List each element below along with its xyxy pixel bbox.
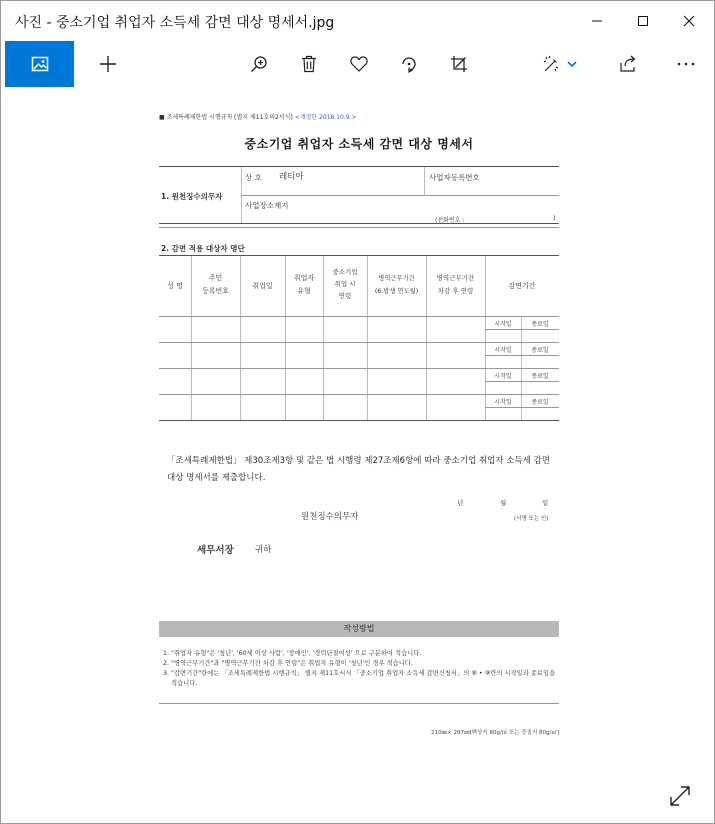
photo-icon xyxy=(31,56,49,72)
column-header-age: 중소기업 취업 시 연령 xyxy=(332,268,358,300)
divider xyxy=(159,420,559,421)
crop-button[interactable] xyxy=(436,41,482,87)
signer-label: 원천징수의무자 xyxy=(301,512,359,522)
rotate-button[interactable] xyxy=(386,41,432,87)
row-1-start: 시작일 xyxy=(494,321,512,328)
guide-notes xyxy=(163,649,559,689)
divider xyxy=(159,255,559,256)
minimize-icon xyxy=(591,15,603,27)
guide-note: 1. "취업자 유형"은 '청년', '60세 이상 사람', '장애인', '경력단절여성' 으로 구분하여 적습니다. xyxy=(163,650,422,657)
divider xyxy=(159,223,559,224)
favorite-button[interactable] xyxy=(336,41,382,87)
divider xyxy=(159,342,559,343)
toolbar xyxy=(1,41,714,87)
title-bar xyxy=(1,1,714,41)
business-address-label: 사업장소재지 xyxy=(245,201,289,210)
column-header-employment-date: 취업일 xyxy=(252,282,273,290)
declaration-text: 「조세특례제한법」 제30조제3항 및 같은 법 시행령 제27조제6항에 따라 중소기업 취업자 소득세 감면 대상 명세서를 제출합니다. xyxy=(167,456,550,483)
form-header xyxy=(159,112,356,121)
edit-icon xyxy=(543,55,561,73)
date-month: 월 xyxy=(500,499,507,507)
row-2-end: 종료일 xyxy=(531,347,549,354)
crop-icon xyxy=(450,55,468,73)
close-icon xyxy=(683,15,695,27)
divider xyxy=(159,703,559,704)
minimize-button[interactable] xyxy=(574,1,620,41)
sign-hint: (서명 또는 인) xyxy=(514,516,549,522)
divider xyxy=(159,368,559,369)
recipient: 세무서장 xyxy=(197,545,234,556)
divider xyxy=(159,227,559,228)
phone-close: ) xyxy=(553,215,556,222)
divider xyxy=(485,407,559,408)
divider xyxy=(485,381,559,382)
row-1-end: 종료일 xyxy=(531,321,549,328)
guide-note: 2. "병역근무기간"과 "병역근무기간 차감 후 연령"은 취업자 유형이 '청년'인 경우 적습니다. xyxy=(163,660,413,667)
expand-icon xyxy=(669,785,691,807)
column-header-type: 취업자 유형 xyxy=(293,274,315,295)
row-3-start: 시작일 xyxy=(494,373,512,380)
divider xyxy=(241,195,559,196)
image-viewer[interactable] xyxy=(7,87,709,819)
divider xyxy=(424,167,425,195)
delete-icon xyxy=(301,55,317,73)
more-icon xyxy=(677,62,695,66)
document-title: 중소기업 취업자 소득세 감면 대상 명세서 xyxy=(244,137,474,151)
share-icon xyxy=(619,55,637,73)
guide-note: 3. "감면기간"란에는 「조세특례제한법 시행규칙」 별지 제11호서식 「중소기업 취업자 소득세 감면신청서」의 ⑧ • ⑨란의 시작일과 종료일을 적습니다. xyxy=(163,670,556,687)
more-button[interactable] xyxy=(663,41,709,87)
add-button[interactable] xyxy=(85,41,131,87)
column-header-name: 성 명 xyxy=(167,282,183,290)
fullscreen-button[interactable] xyxy=(669,785,693,809)
chevron-down-icon xyxy=(567,60,577,68)
registration-number-label: 사업자등록번호 xyxy=(429,173,480,182)
row-2-start: 시작일 xyxy=(494,347,512,354)
zoom-in-icon xyxy=(250,55,268,73)
section2-label: 2. 감면 적용 대상자 명단 xyxy=(161,244,245,253)
document-page xyxy=(159,107,559,737)
form-revision: <개정한 2018.10.9.> xyxy=(294,114,357,121)
phone-label: (전화번호 : xyxy=(435,217,465,224)
column-header-military: 병역근무기간 (6.발생 연도월) xyxy=(374,275,419,295)
column-header-id: 주민 등록번호 xyxy=(201,274,230,295)
zoom-button[interactable] xyxy=(236,41,282,87)
window-title: 사진 - 중소기업 취업자 소득세 감면 대상 명세서.jpg xyxy=(15,15,335,31)
divider xyxy=(159,316,559,317)
column-header-period: 감면기간 xyxy=(508,282,536,290)
date-year: 년 xyxy=(457,499,464,507)
date-day: 일 xyxy=(542,499,549,507)
maximize-button[interactable] xyxy=(620,1,666,41)
form-header-prefix: ■ 조세특례제한법 시행규칙 [별지 제11호의2서식] xyxy=(159,114,293,121)
collection-button[interactable] xyxy=(5,41,74,87)
add-icon xyxy=(99,55,117,73)
divider xyxy=(159,166,559,167)
business-name-label: 상 호 xyxy=(245,173,262,182)
divider xyxy=(485,355,559,356)
column-header-adjusted-age: 병역근무기간 차감 후 연령 xyxy=(436,274,475,295)
paper-spec: 210㎜× 297㎜[백상지 80g/㎡ 또는 중질지 80g/㎡] xyxy=(431,730,559,736)
business-name-value: 레티아 xyxy=(279,172,304,182)
divider xyxy=(485,329,559,330)
row-3-end: 종료일 xyxy=(531,373,549,380)
recipient-suffix: 귀하 xyxy=(255,545,272,555)
rotate-icon xyxy=(400,55,418,73)
maximize-icon xyxy=(637,15,649,27)
delete-button[interactable] xyxy=(286,41,332,87)
row-4-start: 시작일 xyxy=(494,399,512,406)
divider xyxy=(159,394,559,395)
share-button[interactable] xyxy=(605,41,651,87)
section1-label: 1. 원천징수의무자 xyxy=(161,192,223,201)
favorite-icon xyxy=(350,56,368,72)
row-4-end: 종료일 xyxy=(531,399,549,406)
close-button[interactable] xyxy=(666,1,712,41)
edit-create-button[interactable] xyxy=(531,41,589,87)
guide-title: 작성방법 xyxy=(159,621,559,637)
